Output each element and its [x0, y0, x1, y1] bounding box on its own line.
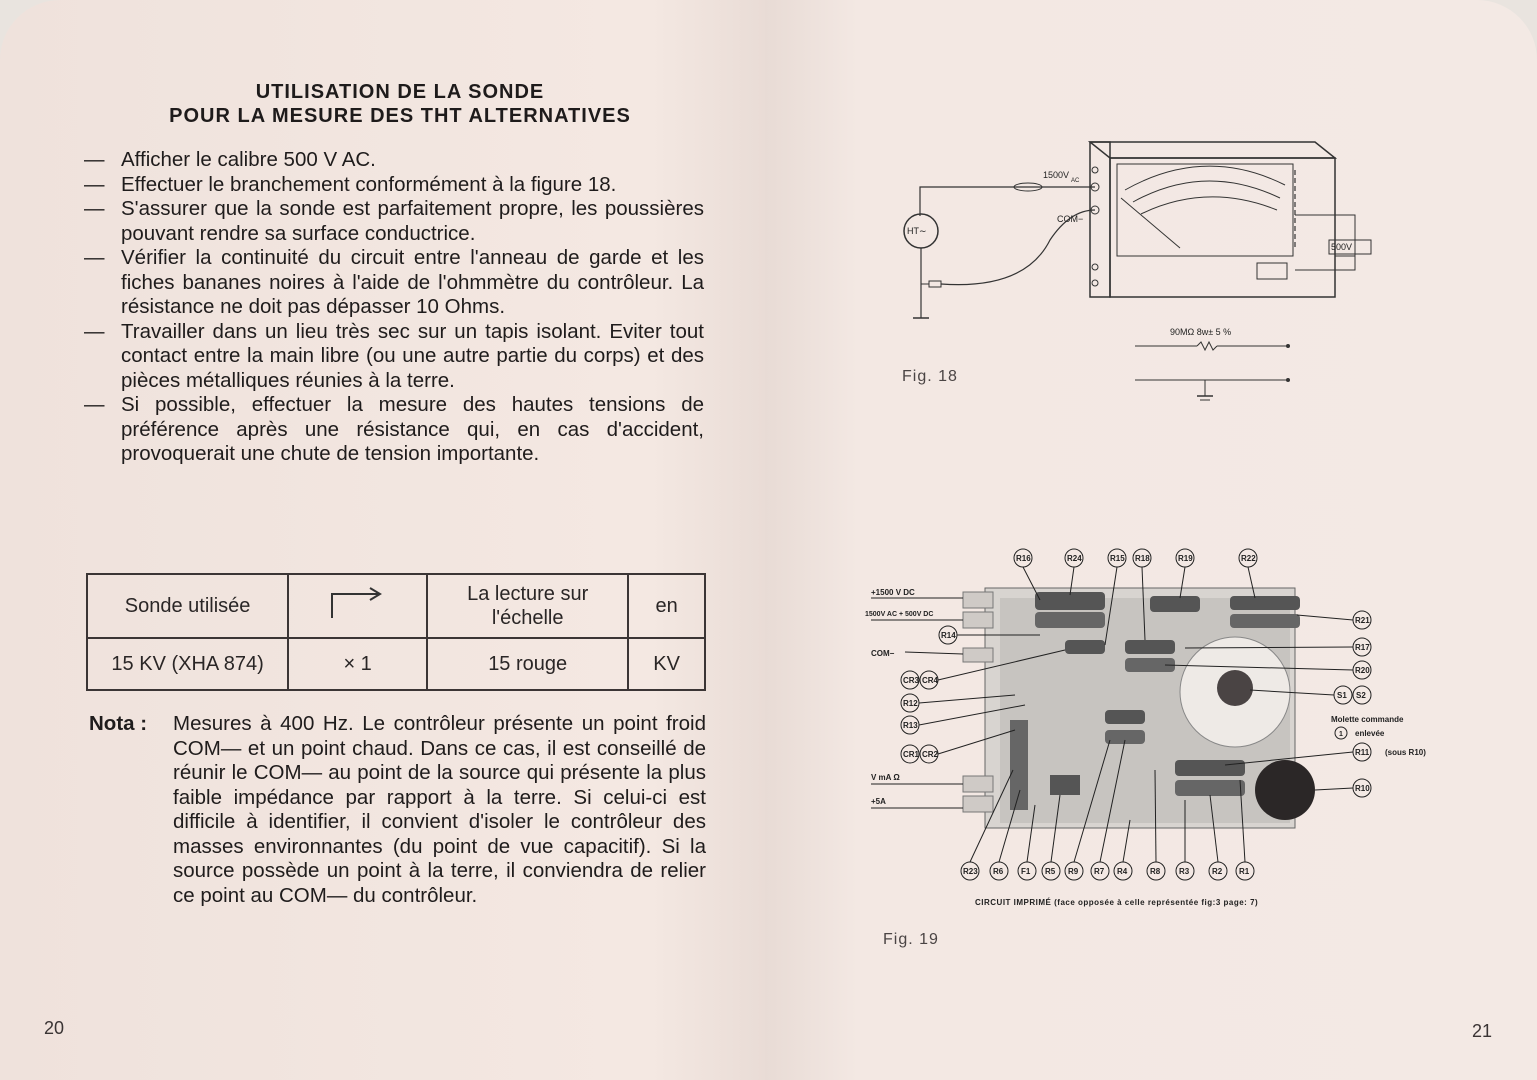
callout-r1: R1	[1239, 867, 1250, 876]
section-title	[120, 80, 680, 128]
nota-text: Mesures à 400 Hz. Le contrôleur présente un point froid COM— et un point chaud. Dans ce cas, il est conseillé de réunir le COM— au point de la source qui présente la plus faible impédance par rapport à la terre. Si celui-ci est difficile à identifier, il convient d'isoler le contrôleur des masses environnantes (du point de vue capacitif). Si la source possède un point à la terre, il conviendra de relier ce point au COM— du contrôleur.	[173, 712, 706, 907]
left-page	[0, 0, 765, 1080]
table-cell: La lecture sur l'échelle	[427, 574, 628, 638]
dash-marker: —	[84, 148, 105, 171]
callout-r6: R6	[993, 867, 1004, 876]
callout-r22: R22	[1241, 554, 1256, 563]
callout-cr3: CR3	[903, 676, 920, 685]
resistor-label: 90MΩ 8w± 5 %	[1170, 327, 1232, 337]
callout-r23: R23	[963, 867, 978, 876]
callout-r16: R16	[1016, 554, 1031, 563]
r11-note: (sous R10)	[1385, 748, 1426, 757]
terminal-com-label: COM−	[1057, 214, 1084, 224]
callout-r7: R7	[1094, 867, 1105, 876]
circuit-caption: CIRCUIT IMPRIMÉ (face opposée à celle représentée fig:3 page: 7)	[975, 898, 1259, 907]
pcb-photo	[865, 540, 1465, 910]
table-cell: KV	[628, 638, 705, 690]
pcb-label-com: COM−	[871, 649, 895, 658]
callout-r4: R4	[1117, 867, 1128, 876]
callout-r10: R10	[1355, 784, 1370, 793]
callout-r9: R9	[1068, 867, 1079, 876]
svg-text:1: 1	[1339, 731, 1343, 738]
title-line-2: POUR LA MESURE DES THT ALTERNATIVES	[169, 105, 631, 127]
callout-r8: R8	[1150, 867, 1161, 876]
callout-r5: R5	[1045, 867, 1056, 876]
table-cell-arrow	[288, 574, 427, 638]
terminal-ac-label: AC	[1071, 178, 1080, 184]
page-number-right: 21	[1472, 1021, 1493, 1041]
list-item-text: Travailler dans un lieu très sec sur un tapis isolant. Eviter tout contact entre la main libre (ou une autre partie du corps) et des pièces métalliques réunies à la terre.	[121, 319, 704, 392]
callout-s1: S1	[1337, 691, 1347, 700]
callout-f1: F1	[1021, 867, 1031, 876]
pcb-label-5a: +5A	[871, 797, 886, 806]
callout-r19: R19	[1178, 554, 1193, 563]
table-row	[87, 574, 705, 638]
callout-cr2: CR2	[922, 750, 939, 759]
list-item	[84, 246, 704, 320]
list-item-text: Si possible, effectuer la mesure des hautes tensions de préférence après une résistance qui, en cas d'accident, provoquerait une chute de tension importante.	[121, 393, 704, 465]
list-item	[84, 197, 704, 246]
range-label: 500V	[1331, 242, 1353, 252]
callout-r24: R24	[1067, 554, 1082, 563]
list-item-text: Afficher le calibre 500 V AC.	[121, 148, 376, 171]
nota-paragraph	[89, 712, 706, 908]
instruction-list	[84, 148, 704, 467]
terminal-1500-label: 1500V	[1043, 170, 1070, 180]
fig19-caption: Fig. 19	[883, 931, 939, 948]
fig18-caption: Fig. 18	[902, 368, 958, 385]
right-page	[765, 0, 1537, 1080]
callout-r12: R12	[903, 699, 918, 708]
pcb-label-1500vac: 1500V AC + 500V DC	[865, 611, 934, 618]
callout-r11: R11	[1355, 748, 1370, 757]
callout-cr1: CR1	[903, 750, 920, 759]
ht-source-label: HT∼	[907, 226, 927, 236]
nota-label: Nota :	[89, 712, 148, 735]
callout-r13: R13	[903, 721, 918, 730]
callout-r14: R14	[941, 631, 956, 640]
figure-18-diagram	[885, 130, 1405, 420]
table-cell: Sonde utilisée	[87, 574, 288, 638]
list-item	[84, 393, 704, 467]
table-cell: 15 KV (XHA 874)	[87, 638, 288, 690]
table-cell: en	[628, 574, 705, 638]
molette-sub-label: enlevée	[1355, 729, 1385, 738]
callout-s2: S2	[1356, 691, 1366, 700]
table-cell: × 1	[288, 638, 427, 690]
bent-arrow-icon	[328, 586, 388, 620]
dash-marker: —	[84, 246, 105, 269]
list-item	[84, 320, 704, 394]
callout-r3: R3	[1179, 867, 1190, 876]
callout-r18: R18	[1135, 554, 1150, 563]
list-item	[84, 148, 704, 173]
page-number-left: 20	[44, 1018, 65, 1038]
callout-r17: R17	[1355, 643, 1370, 652]
dash-marker: —	[84, 319, 105, 343]
table-cell: 15 rouge	[427, 638, 628, 690]
callout-r15: R15	[1110, 554, 1125, 563]
callout-r21: R21	[1355, 616, 1370, 625]
list-item-text: S'assurer que la sonde est parfaitement propre, les poussières pouvant rendre sa surface conductrice.	[121, 197, 704, 245]
list-item-text: Vérifier la continuité du circuit entre l'anneau de garde et les fiches bananes noires à l'aide de l'ohmmètre du contrôleur. La résistance ne doit pas dépasser 10 Ohms.	[121, 246, 704, 318]
callout-r2: R2	[1212, 867, 1223, 876]
title-line-1: UTILISATION DE LA SONDE	[255, 81, 545, 103]
table-row	[87, 638, 705, 690]
pcb-label-1500vdc: +1500 V DC	[871, 588, 915, 597]
pcb-label-vma: V mA Ω	[871, 773, 900, 782]
molette-label: Molette commande	[1331, 715, 1404, 724]
callout-r20: R20	[1355, 666, 1370, 675]
list-item-text: Effectuer le branchement conformément à la figure 18.	[121, 172, 617, 196]
dash-marker: —	[84, 197, 105, 220]
figure-19	[865, 540, 1465, 910]
dash-marker: —	[84, 393, 105, 416]
probe-table	[86, 573, 706, 691]
list-item	[84, 173, 704, 198]
callout-cr4: CR4	[922, 676, 939, 685]
dash-marker: —	[84, 172, 105, 196]
